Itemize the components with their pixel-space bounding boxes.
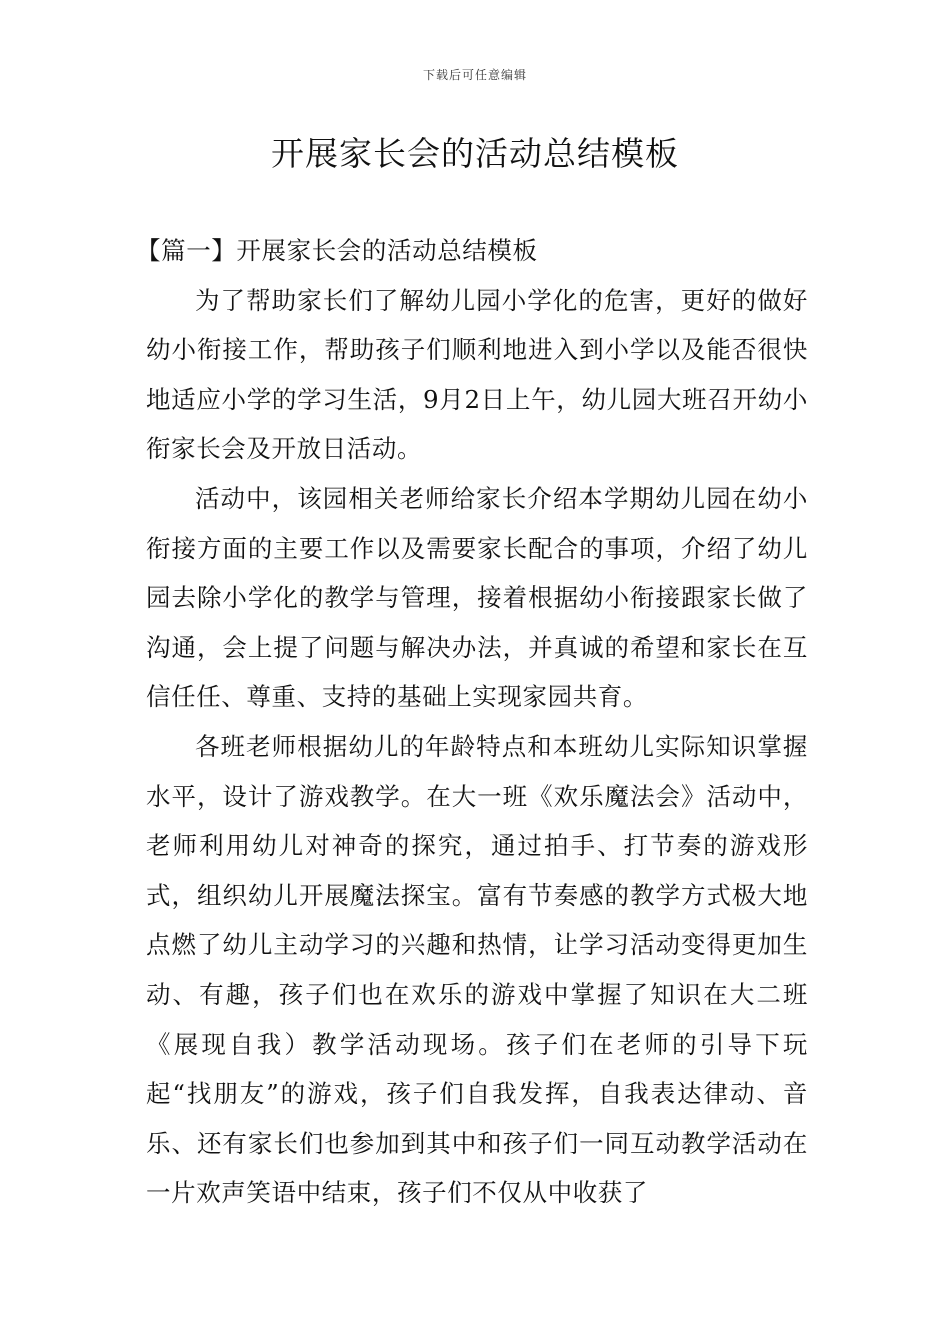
document-title: 开展家长会的活动总结模板 <box>271 134 679 173</box>
header-note: 下载后可任意编辑 <box>422 68 527 82</box>
paragraph-2: 活动中，该园相关老师给家长介绍本学期幼儿园在幼小衔接方面的主要工作以及需要家长配合的事项，介绍了幼儿园去除小学化的教学与管理，接着根据幼小衔接跟家长做了沟通，会上提了问题与解决办法，并真诚的希望和家长在互信任任、尊重、支持的基础上实现家园共育。 <box>146 483 808 712</box>
paragraph-3: 各班老师根据幼儿的年龄特点和本班幼儿实际知识掌握水平，设计了游戏教学。在大一班《欢乐魔法会》活动中，老师利用幼儿对神奇的探究，通过拍手、打节奏的游戏形式，组织幼儿开展魔法探宝。富有节奏感的教学方式极大地点燃了幼儿主动学习的兴趣和热情，让学习活动变得更加生动、有趣，孩子们也在欢乐的游戏中掌握了知识在大二班《展现自我）教学活动现场。孩子们在老师的引导下玩起“找朋友”的游戏，孩子们自我发挥，自我表达律动、音乐、还有家长们也参加到其中和孩子们一同互动教学活动在一片欢声笑语中结束，孩子们不仅从中收获了 <box>146 731 808 1208</box>
section-heading: 【篇一】开展家长会的活动总结模板 <box>136 236 538 265</box>
document-body <box>136 226 808 1218</box>
paragraph-1: 为了帮助家长们了解幼儿园小学化的危害，更好的做好幼小衔接工作，帮助孩子们顺利地进入到小学以及能否很快地适应小学的学习生活，9月2日上午，幼儿园大班召开幼小衔家长会及开放日活动。 <box>146 285 808 464</box>
